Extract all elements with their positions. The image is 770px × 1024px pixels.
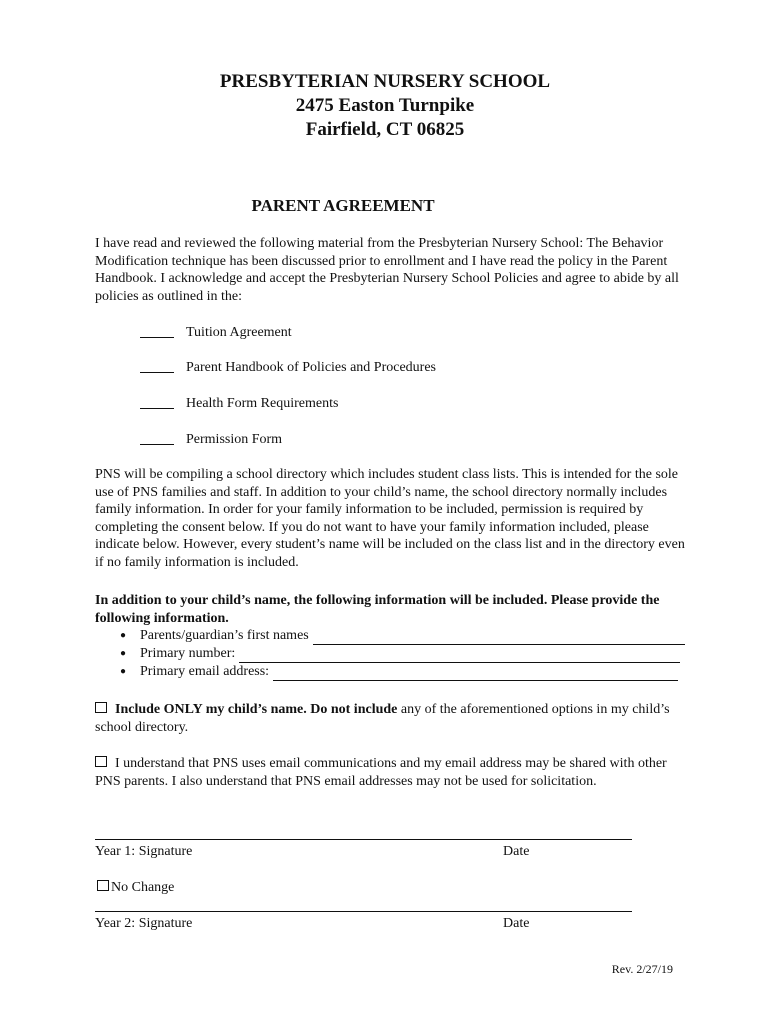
bullet-icon: ●	[120, 666, 127, 677]
primary-email-input[interactable]	[273, 667, 678, 681]
checklist-blank[interactable]	[140, 396, 174, 409]
no-change-option	[97, 880, 174, 896]
checklist-blank[interactable]	[140, 360, 174, 373]
year1-signature-label: Year 1: Signature	[95, 844, 193, 859]
no-change-label: No Change	[111, 880, 175, 895]
school-name: PRESBYTERIAN NURSERY SCHOOL	[219, 71, 551, 92]
checklist-label: Permission Form	[186, 432, 283, 447]
year1-date-label: Date	[503, 844, 530, 859]
year1-signature-line[interactable]	[95, 839, 632, 840]
year2-signature-label: Year 2: Signature	[95, 916, 193, 931]
intro-paragraph: I have read and reviewed the following material from the Presbyterian Nursery School: The Behavior Modification technique has been discussed prior to enrollment and I have read the policy in the Parent Handbook. I acknowledge and accept the Presbyterian Nursery School Policies and agree to abide by all policies as outlined in the:	[95, 236, 679, 304]
checklist-label: Parent Handbook of Policies and Procedures	[186, 360, 436, 375]
info-field-label: Parents/guardian’s first names	[140, 628, 309, 643]
checklist-item-tuition[interactable]	[140, 324, 292, 342]
directory-paragraph: PNS will be compiling a school directory which includes student class lists. This is intended for the sole use of PNS families and staff. In addition to your child’s name, the school directory normally includes family information. In order for your family information to be included, permission is required by completing the consent below. If you do not want to have your family information included, please indicate below. However, every student’s name will be included on the class list and in the directory even if no family information is included.	[95, 467, 685, 570]
parents-names-input[interactable]	[313, 631, 685, 645]
bullet-icon: ●	[120, 648, 127, 659]
school-address: 2475 Easton Turnpike	[295, 95, 475, 116]
checklist-item-handbook[interactable]	[140, 359, 436, 377]
option-name-only-rest: any of the aforementioned options in my child’s school directory.	[95, 702, 670, 735]
email-consent-checkbox[interactable]	[95, 756, 107, 767]
name-only-checkbox[interactable]	[95, 702, 107, 713]
document-title: PARENT AGREEMENT	[251, 196, 435, 215]
checklist-blank[interactable]	[140, 432, 174, 445]
option-email-consent-text: I understand that PNS uses email communications and my email address may be shared with other PNS parents. I also understand that PNS email addresses may not be used for solicitation.	[95, 756, 667, 789]
checklist-item-health[interactable]	[140, 395, 338, 413]
info-field-primary-email	[120, 663, 680, 681]
info-field-label: Primary email address:	[140, 664, 270, 679]
checklist-label: Health Form Requirements	[186, 396, 339, 411]
checklist-item-permission[interactable]	[140, 431, 282, 449]
school-city: Fairfield, CT 06825	[305, 119, 465, 140]
checklist-label: Tuition Agreement	[186, 325, 292, 340]
option-name-only	[95, 701, 685, 736]
info-field-label: Primary number:	[140, 646, 236, 661]
no-change-checkbox[interactable]	[97, 880, 109, 891]
revision-date: Rev. 2/27/19	[611, 962, 673, 976]
option-email-consent	[95, 755, 685, 790]
info-field-parents-names	[120, 627, 680, 645]
info-field-list	[120, 627, 680, 681]
info-field-primary-number	[120, 645, 680, 663]
primary-number-input[interactable]	[239, 649, 680, 663]
info-heading: In addition to your child’s name, the following information will be included. Please provide the following information.	[95, 593, 660, 626]
year2-signature-line[interactable]	[95, 911, 632, 912]
year2-date-label: Date	[503, 916, 530, 931]
option-name-only-bold: Include ONLY my child’s name. Do not include	[115, 702, 398, 717]
bullet-icon: ●	[120, 630, 127, 641]
checklist-blank[interactable]	[140, 325, 174, 338]
school-header	[0, 70, 770, 142]
